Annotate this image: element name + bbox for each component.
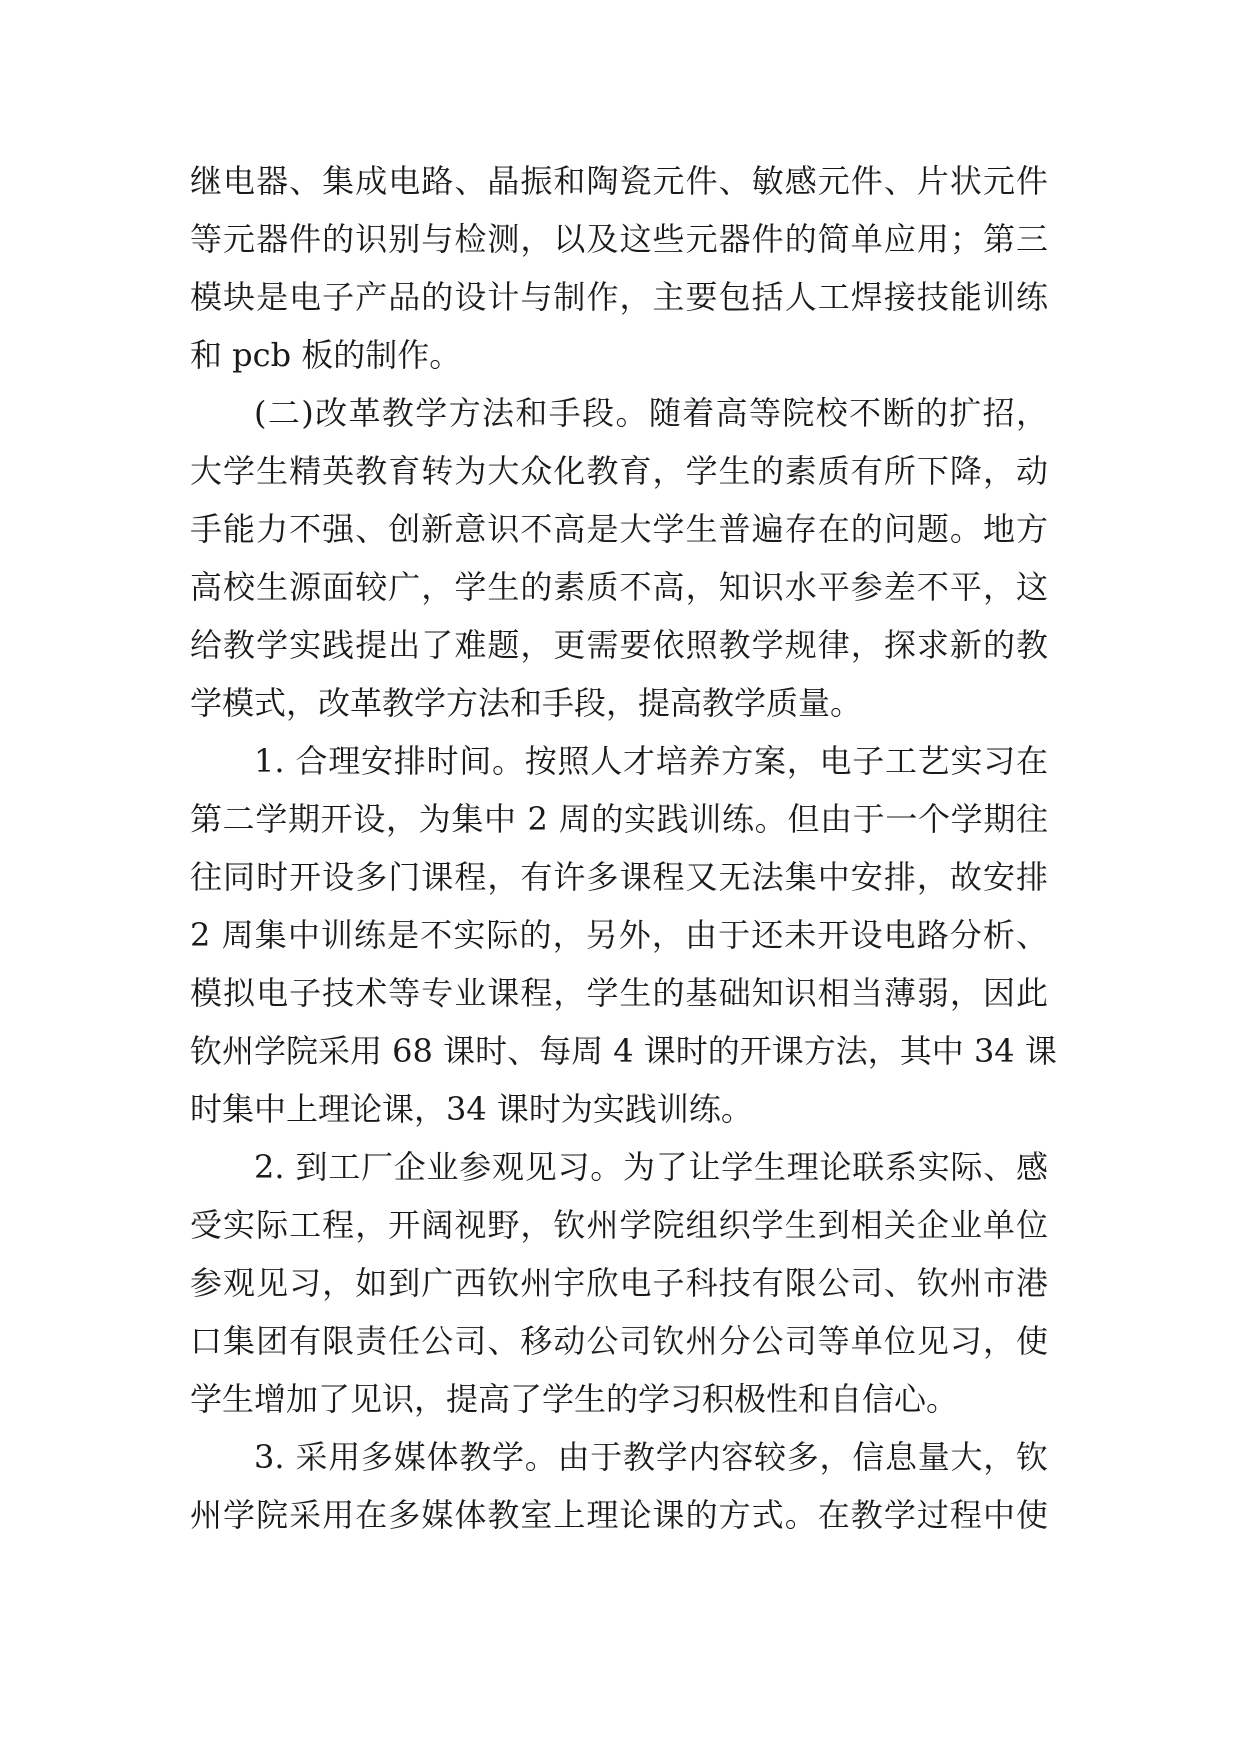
text-line: 口集团有限责任公司、移动公司钦州分公司等单位见习，使 [190,1322,1048,1360]
text-line: 继电器、集成电路、晶振和陶瓷元件、敏感元件、片状元件 [190,162,1048,200]
text-line: 钦州学院采用 68 课时、每周 4 课时的开课方法，其中 34 课 [190,1032,1057,1070]
text-line: 第二学期开设，为集中 2 周的实践训练。但由于一个学期往 [190,800,1048,838]
paragraph-start-line: 3. 采用多媒体教学。由于教学内容较多，信息量大，钦 [254,1438,1048,1476]
text-line: 给教学实践提出了难题，更需要依照教学规律，探求新的教 [190,626,1048,664]
text-line: 参观见习，如到广西钦州宇欣电子科技有限公司、钦州市港 [190,1264,1048,1302]
text-line: 受实际工程，开阔视野，钦州学院组织学生到相关企业单位 [190,1206,1048,1244]
paragraph-start-line: 1. 合理安排时间。按照人才培养方案，电子工艺实习在 [254,742,1048,780]
text-line: 等元器件的识别与检测，以及这些元器件的简单应用；第三 [190,220,1048,258]
text-line: 学生增加了见识，提高了学生的学习积极性和自信心。 [190,1380,959,1418]
paragraph-start-line: (二)改革教学方法和手段。随着高等院校不断的扩招， [254,394,1048,432]
text-line: 时集中上理论课，34 课时为实践训练。 [190,1090,753,1128]
body-text [190,152,1057,1544]
text-line: 模块是电子产品的设计与制作，主要包括人工焊接技能训练 [190,278,1048,316]
text-line: 学模式，改革教学方法和手段，提高教学质量。 [190,684,863,722]
text-line: 州学院采用在多媒体教室上理论课的方式。在教学过程中使 [190,1496,1048,1534]
text-line: 高校生源面较广，学生的素质不高，知识水平参差不平，这 [190,568,1048,606]
text-line: 往同时开设多门课程，有许多课程又无法集中安排，故安排 [190,858,1048,896]
text-line: 2 周集中训练是不实际的，另外，由于还未开设电路分析、 [190,916,1048,954]
text-line: 模拟电子技术等专业课程，学生的基础知识相当薄弱，因此 [190,974,1048,1012]
text-line: 大学生精英教育转为大众化教育，学生的素质有所下降，动 [190,452,1048,490]
text-line: 和 pcb 板的制作。 [190,336,462,374]
paragraph-start-line: 2. 到工厂企业参观见习。为了让学生理论联系实际、感 [254,1148,1048,1186]
text-line: 手能力不强、创新意识不高是大学生普遍存在的问题。地方 [190,510,1048,548]
